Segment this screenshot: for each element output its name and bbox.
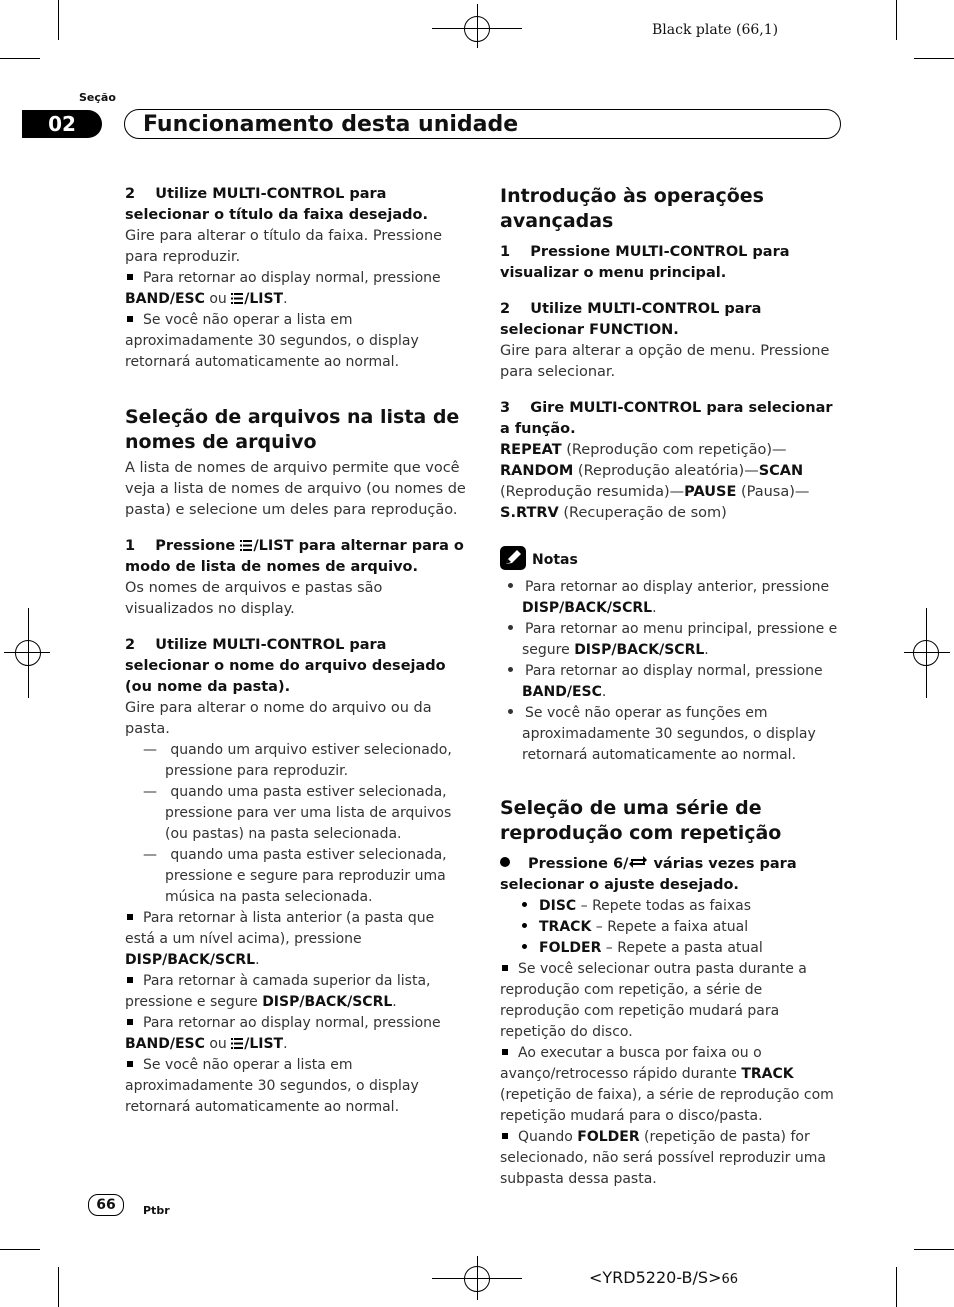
- note-item: Se você não operar as funções em aproximadamente 30 segundos, o display retornará automaticamente ao normal.: [500, 703, 840, 766]
- step-heading: 1 Pressione /LIST para alternar para o modo de lista de nomes de arquivo.: [125, 538, 464, 575]
- step-heading: 2 Utilize MULTI-CONTROL para selecionar o título da faixa desejado.: [125, 186, 428, 223]
- section-heading: Seleção de arquivos na lista de nomes de arquivo: [125, 406, 460, 453]
- note-item: Para retornar ao display normal, pressione BAND/ESC ou /LIST.: [125, 1015, 441, 1052]
- crop-mark: [914, 58, 954, 59]
- section-number: 02: [22, 110, 102, 138]
- right-column: [500, 184, 840, 1190]
- note-item: Para retornar ao display normal, pressione BAND/ESC ou /LIST.: [125, 270, 441, 307]
- dash-item: — quando uma pasta estiver selecionada, pressione e segure para reproduzir uma música na pasta selecionada.: [143, 847, 447, 905]
- dash-item: — quando uma pasta estiver selecionada, pressione para ver uma lista de arquivos (ou pastas) na pasta selecionada.: [143, 784, 452, 842]
- option-item: DISC – Repete todas as faixas: [500, 896, 840, 917]
- note-item: Se você não operar a lista em aproximadamente 30 segundos, o display retornará automaticamente ao normal.: [125, 312, 419, 370]
- note-item: Ao executar a busca por faixa ou o avanço/retrocesso rápido durante TRACK (repetição de faixa), a série de reprodução com repetição mudará para o disco/pasta.: [500, 1045, 834, 1124]
- list-icon: [231, 1038, 243, 1049]
- note-item: Para retornar ao display normal, pressione BAND/ESC.: [500, 661, 840, 703]
- note-item: Se você não operar a lista em aproximadamente 30 segundos, o display retornará automaticamente ao normal.: [125, 1057, 419, 1115]
- step-heading: 1 Pressione MULTI-CONTROL para visualizar o menu principal.: [500, 244, 790, 281]
- note-item: Para retornar à camada superior da lista, pressione e segure DISP/BACK/SCRL.: [125, 973, 431, 1010]
- dash-item: — quando um arquivo estiver selecionado, pressione para reproduzir.: [143, 742, 452, 779]
- paragraph: A lista de nomes de arquivo permite que você veja a lista de nomes de arquivo (ou nomes de pasta) e selecione um deles para reprodução.: [125, 460, 466, 518]
- pencil-icon: [500, 546, 526, 570]
- note-item: Para retornar à lista anterior (a pasta que está a um nível acima), pressione DISP/BACK/SCRL.: [125, 910, 435, 968]
- section-heading: Introdução às operações avançadas: [500, 185, 764, 232]
- notes-heading: Notas: [500, 546, 840, 571]
- section-label: Seção: [79, 91, 116, 104]
- step-heading: 2 Utilize MULTI-CONTROL para selecionar FUNCTION.: [500, 301, 762, 338]
- crop-mark: [58, 1267, 59, 1307]
- model-code: <YRD5220-B/S>66: [589, 1268, 739, 1287]
- crop-mark: [0, 1249, 40, 1250]
- note-item: Para retornar ao display anterior, pressione DISP/BACK/SCRL.: [500, 577, 840, 619]
- paragraph: Gire para alterar o nome do arquivo ou da pasta.: [125, 700, 432, 737]
- option-item: TRACK – Repete a faixa atual: [500, 917, 840, 938]
- paragraph: Gire para alterar o título da faixa. Pressione para reproduzir.: [125, 228, 443, 265]
- page-title: Funcionamento desta unidade: [124, 109, 841, 139]
- step-heading: 2 Utilize MULTI-CONTROL para selecionar o nome do arquivo desejado (ou nome da pasta).: [125, 637, 446, 695]
- step-heading: Pressione 6/ várias vezes para selecionar o ajuste desejado.: [500, 856, 797, 893]
- crop-mark: [58, 0, 59, 40]
- section-heading: Seleção de uma série de reprodução com repetição: [500, 797, 782, 844]
- plate-label: Black plate (66,1): [652, 22, 779, 38]
- language-label: Ptbr: [143, 1204, 170, 1217]
- paragraph: Os nomes de arquivos e pastas são visualizados no display.: [125, 580, 383, 617]
- function-list: REPEAT (Reprodução com repetição)— RANDOM (Reprodução aleatória)—SCAN (Reprodução resumida)—PAUSE (Pausa)— S.RTRV (Recuperação de som): [500, 442, 810, 521]
- list-icon: [240, 540, 252, 551]
- repeat-icon: [628, 855, 648, 869]
- paragraph: Gire para alterar a opção de menu. Pressione para selecionar.: [500, 343, 830, 380]
- page-number: 66: [88, 1194, 124, 1216]
- note-item: Se você selecionar outra pasta durante a reprodução com repetição, a série de reprodução com repetição mudará para repetição do disco.: [500, 961, 807, 1040]
- option-item: FOLDER – Repete a pasta atual: [500, 938, 840, 959]
- note-item: Quando FOLDER (repetição de pasta) for selecionado, não será possível reproduzir uma subpasta dessa pasta.: [500, 1129, 826, 1187]
- crop-mark: [0, 58, 40, 59]
- step-heading: 3 Gire MULTI-CONTROL para selecionar a função.: [500, 400, 833, 437]
- list-icon: [231, 293, 243, 304]
- crop-mark: [896, 0, 897, 40]
- crop-mark: [896, 1267, 897, 1307]
- note-item: Para retornar ao menu principal, pressione e segure DISP/BACK/SCRL.: [500, 619, 840, 661]
- left-column: [125, 184, 467, 1118]
- crop-mark: [914, 1249, 954, 1250]
